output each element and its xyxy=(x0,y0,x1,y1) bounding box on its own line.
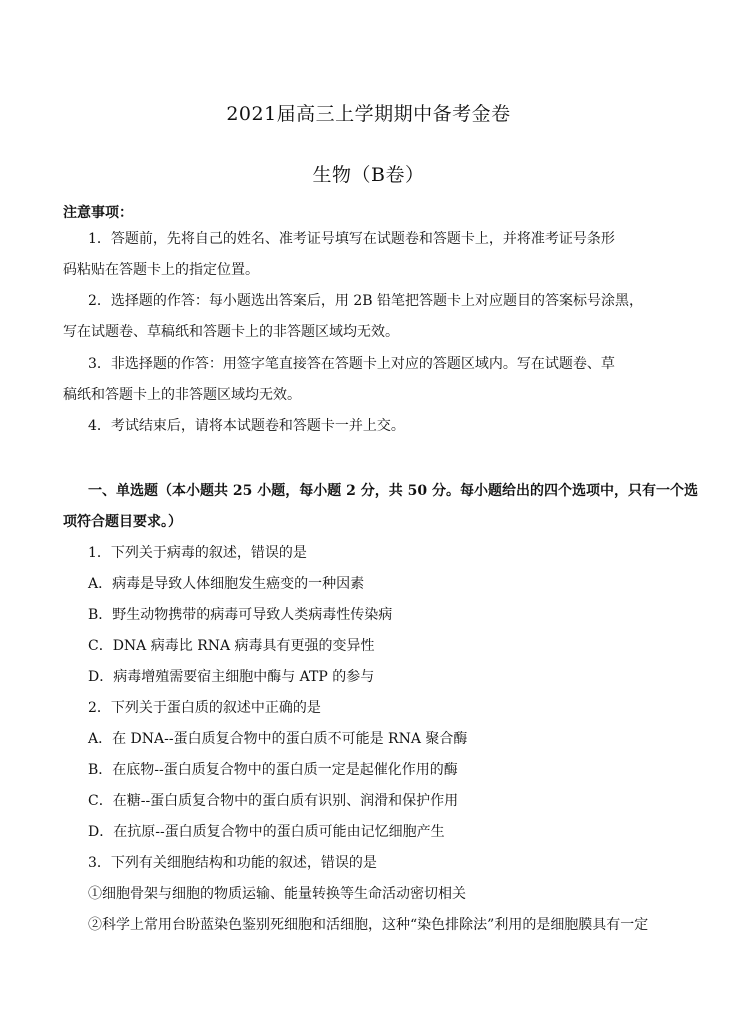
question-stem: 2．下列关于蛋白质的叙述中正确的是 xyxy=(88,700,321,716)
question-statement: ①细胞骨架与细胞的物质运输、能量转换等生命活动密切相关 xyxy=(88,886,466,902)
page-title: 2021届高三上学期期中备考金卷 xyxy=(226,103,511,125)
question-option: D．在抗原--蛋白质复合物中的蛋白质可能由记忆细胞产生 xyxy=(88,824,445,840)
notice-line: 码粘贴在答题卡上的指定位置。 xyxy=(63,262,259,278)
notice-line: 3．非选择题的作答：用签字笔直接答在答题卡上对应的答题区域内。写在试题卷、草 xyxy=(88,356,615,372)
notice-line: 2．选择题的作答：每小题选出答案后，用 2B 铅笔把答题卡上对应题目的答案标号涂黑， xyxy=(88,293,644,309)
notice-line: 1．答题前，先将自己的姓名、准考证号填写在试题卷和答题卡上，并将准考证号条形 xyxy=(88,231,615,247)
question-option: C．在糖--蛋白质复合物中的蛋白质有识别、润滑和保护作用 xyxy=(88,793,459,809)
notice-line: 写在试题卷、草稿纸和答题卡上的非答题区域均无效。 xyxy=(63,324,399,340)
question-stem: 1．下列关于病毒的叙述，错误的是 xyxy=(88,545,307,561)
question-statement: ②科学上常用台盼蓝染色鉴别死细胞和活细胞，这种“染色排除法”利用的是细胞膜具有一定 xyxy=(88,917,649,933)
question-option: A．病毒是导致人体细胞发生癌变的一种因素 xyxy=(88,576,365,592)
question-stem: 3．下列有关细胞结构和功能的叙述，错误的是 xyxy=(88,855,377,871)
question-option: B．在底物--蛋白质复合物中的蛋白质一定是起催化作用的酶 xyxy=(88,762,458,778)
notice-line: 4．考试结束后，请将本试题卷和答题卡一并上交。 xyxy=(88,418,405,434)
question-option: D．病毒增殖需要宿主细胞中酶与 ATP 的参与 xyxy=(88,669,375,685)
section-heading-cont: 项符合题目要求。） xyxy=(63,514,182,530)
question-option: B．野生动物携带的病毒可导致人类病毒性传染病 xyxy=(88,607,393,623)
notice-heading: 注意事项： xyxy=(63,205,133,221)
question-option: A．在 DNA--蛋白质复合物中的蛋白质不可能是 RNA 聚合酶 xyxy=(88,731,468,747)
section-heading: 一、单选题（本小题共 25 小题，每小题 2 分，共 50 分。每小题给出的四个选项中，只有一个选 xyxy=(88,483,698,499)
notice-line: 稿纸和答题卡上的非答题区域均无效。 xyxy=(63,387,301,403)
question-option: C．DNA 病毒比 RNA 病毒具有更强的变异性 xyxy=(88,638,375,654)
page-subtitle: 生物（B卷） xyxy=(312,164,425,186)
